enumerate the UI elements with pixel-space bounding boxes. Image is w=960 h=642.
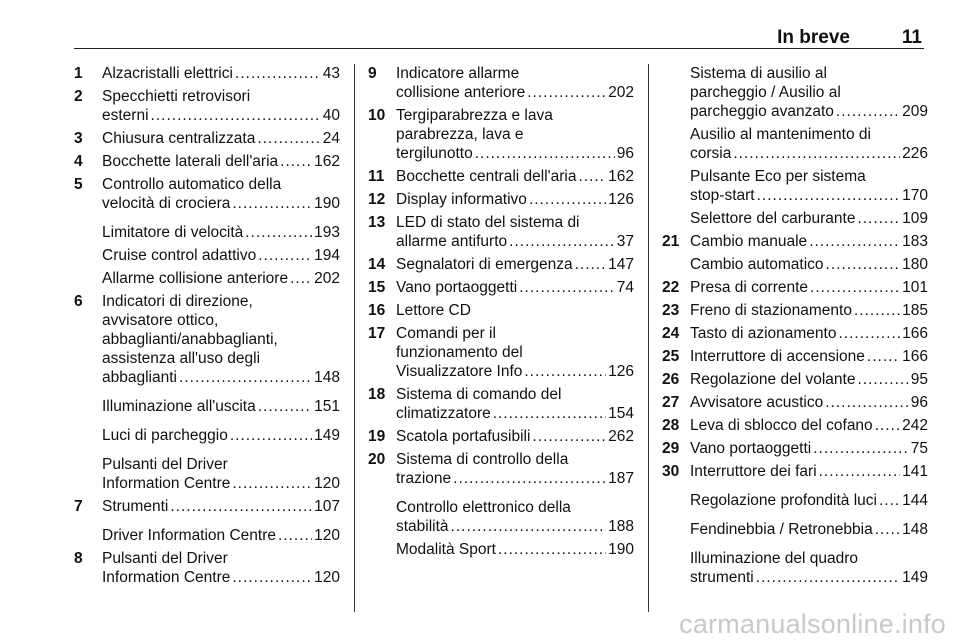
entry-number: 11 [368, 168, 385, 185]
entry-text-line: Information Centre [102, 569, 231, 586]
dot-leader [826, 255, 901, 274]
entry-text-line: Bocchette centrali dell'aria [396, 168, 577, 185]
index-entry [662, 439, 928, 458]
index-entry [74, 455, 340, 493]
index-entry [662, 416, 928, 435]
entry-number [662, 64, 690, 121]
entry-text-line: Cambio automatico [690, 256, 824, 273]
entry-page-number: 147 [608, 256, 634, 273]
entry-page-number: 43 [322, 65, 340, 82]
entry-text-line: Segnalatori di emergenza [396, 256, 573, 273]
index-entry [662, 301, 928, 320]
entry-number [74, 246, 102, 265]
entry-text-line: funzionamento del [396, 344, 523, 361]
entry-number: 9 [368, 65, 377, 82]
entry-number [368, 540, 396, 559]
entry-number: 5 [74, 176, 83, 193]
entry-number: 4 [74, 153, 83, 170]
entry-number: 27 [662, 394, 680, 411]
column-divider [648, 64, 649, 612]
entry-text-line: abbaglianti/anabbaglianti, [102, 331, 278, 348]
entry-text-line: Pulsanti del Driver [102, 456, 228, 473]
index-entry [74, 497, 340, 516]
entry-text-line: Comandi per il [396, 325, 496, 342]
entry-text-line: allarme antifurto [396, 233, 508, 250]
entry-number: 28 [662, 417, 680, 434]
dot-leader [825, 393, 909, 412]
entry-text-line: Freno di stazionamento [690, 302, 852, 319]
entry-number: 26 [662, 371, 680, 388]
dot-leader [493, 404, 606, 423]
entry-text-line: Sistema di comando del [396, 386, 562, 403]
entry-number: 23 [662, 302, 680, 319]
entry-text-line: Selettore del carburante [690, 210, 856, 227]
entry-number: 22 [662, 279, 680, 296]
entry-text-line: Ausilio al mantenimento di [690, 126, 871, 143]
entry-page-number: 154 [608, 405, 634, 422]
entry-text-line: stop-start [690, 187, 755, 204]
entry-page-number: 148 [314, 369, 340, 386]
index-entry [368, 540, 634, 559]
entry-text-line: Illuminazione all'uscita [102, 398, 256, 415]
entry-number: 6 [74, 293, 83, 310]
entry-text-line: Sistema di ausilio al [690, 65, 827, 82]
index-entry [368, 255, 634, 274]
index-entry [662, 491, 928, 510]
entry-number [662, 549, 690, 587]
index-entry [74, 426, 340, 445]
entry-page-number: 151 [314, 398, 340, 415]
index-entry [662, 125, 928, 163]
entry-page-number: 170 [902, 187, 928, 204]
entry-page-number: 166 [902, 348, 928, 365]
dot-leader [819, 462, 900, 481]
entry-number [74, 526, 102, 545]
entry-page-number: 162 [314, 153, 340, 170]
index-entry [74, 152, 340, 171]
entry-number [662, 255, 690, 274]
entry-page-number: 75 [910, 440, 928, 457]
dot-leader [524, 362, 606, 381]
index-entry [662, 255, 928, 274]
dot-leader [733, 144, 900, 163]
entry-number: 1 [74, 65, 83, 82]
entry-text-line: Tergiparabrezza e lava [396, 107, 553, 124]
entry-page-number: 185 [902, 302, 928, 319]
column-divider [354, 64, 355, 612]
entry-page-number: 202 [314, 270, 340, 287]
entry-number [662, 209, 690, 228]
entry-page-number: 187 [608, 470, 634, 487]
dot-leader [810, 278, 900, 297]
entry-number: 18 [368, 386, 386, 403]
entry-text-line: collisione anteriore [396, 84, 526, 101]
entry-page-number: 74 [616, 279, 634, 296]
index-entry [74, 223, 340, 242]
dot-leader [453, 469, 606, 488]
entry-text-line: Controllo automatico della [102, 176, 282, 193]
entry-number: 12 [368, 191, 386, 208]
entry-text-line: Lettore CD [396, 302, 471, 319]
index-entry [662, 520, 928, 539]
entry-text-line: Luci di parcheggio [102, 427, 228, 444]
entry-text-line: Leva di sblocco del cofano [690, 417, 873, 434]
entry-page-number: 190 [608, 541, 634, 558]
dot-leader [529, 190, 606, 209]
entry-text-line: velocità di crociera [102, 195, 231, 212]
entry-text-line: Modalità Sport [396, 541, 496, 558]
dot-leader [756, 568, 900, 587]
dot-leader [867, 347, 900, 366]
entry-number: 16 [368, 302, 386, 319]
dot-leader [854, 301, 900, 320]
index-entry [662, 462, 928, 481]
entry-number [662, 167, 690, 205]
entry-text-line: Specchietti retrovisori [102, 88, 251, 105]
entry-page-number: 193 [314, 224, 340, 241]
entry-text-line: strumenti [690, 569, 754, 586]
entry-page-number: 40 [322, 107, 340, 124]
dot-leader [258, 246, 312, 265]
entry-text-line: Presa di corrente [690, 279, 809, 296]
dot-leader [278, 526, 312, 545]
entry-text-line: parcheggio avanzato [690, 103, 834, 120]
entry-number: 2 [74, 88, 83, 105]
dot-leader [232, 474, 312, 493]
entry-text-line: esterni [102, 107, 149, 124]
index-entry [368, 498, 634, 536]
index-entry [662, 347, 928, 366]
entry-text-line: Cruise control adattivo [102, 247, 257, 264]
dot-leader [475, 144, 615, 163]
entry-number [662, 491, 690, 510]
entry-text-line: Interruttore dei fari [690, 463, 817, 480]
dot-leader [245, 223, 312, 242]
entry-number: 14 [368, 256, 386, 273]
dot-leader [290, 269, 312, 288]
dot-leader [170, 497, 312, 516]
dot-leader [527, 83, 606, 102]
index-entry [662, 232, 928, 251]
entry-page-number: 141 [902, 463, 928, 480]
dot-leader [498, 540, 606, 559]
index-entry [74, 269, 340, 288]
entry-number [74, 269, 102, 288]
dot-leader [230, 426, 312, 445]
entry-text-line: Indicatore allarme [396, 65, 520, 82]
index-entry [662, 324, 928, 343]
entry-text-line: Pulsanti del Driver [102, 550, 228, 567]
entry-text-line: Regolazione del volante [690, 371, 856, 388]
entry-text-line: Chiusura centralizzata [102, 130, 256, 147]
entry-text-line: Regolazione profondità luci [690, 492, 877, 509]
entry-number [662, 520, 690, 539]
entry-text-line: Driver Information Centre [102, 527, 277, 544]
dot-leader [875, 520, 900, 539]
entry-text-line: avvisatore ottico, [102, 312, 219, 329]
page-header [74, 18, 924, 49]
entry-page-number: 109 [902, 210, 928, 227]
dot-leader [809, 232, 900, 251]
index-entry [368, 278, 634, 297]
entry-page-number: 126 [608, 191, 634, 208]
index-entry [368, 106, 634, 163]
dot-leader [879, 491, 900, 510]
entry-text-line: Alzacristalli elettrici [102, 65, 233, 82]
page-number: 11 [901, 27, 922, 48]
entry-number: 21 [662, 233, 680, 250]
entry-text-line: Interruttore di accensione [690, 348, 865, 365]
entry-text-line: Controllo elettronico della [396, 499, 571, 516]
dot-leader [575, 255, 606, 274]
entry-page-number: 24 [322, 130, 340, 147]
entry-text-line: Allarme collisione anteriore [102, 270, 289, 287]
entry-text-line: Limitatore di velocità [102, 224, 244, 241]
entry-text-line: tergilunotto [396, 145, 473, 162]
entry-text-line: stabilità [396, 518, 449, 535]
index-entry [74, 87, 340, 125]
entry-number [74, 223, 102, 242]
dot-leader [757, 186, 901, 205]
entry-text-line: Scatola portafusibili [396, 428, 531, 445]
entry-text-line: climatizzatore [396, 405, 491, 422]
index-entry [368, 167, 634, 186]
entry-page-number: 149 [314, 427, 340, 444]
entry-number [662, 125, 690, 163]
entry-text-line: parcheggio / Ausilio al [690, 84, 841, 101]
entry-page-number: 148 [902, 521, 928, 538]
entry-text-line: Pulsante Eco per sistema [690, 168, 866, 185]
entry-page-number: 96 [616, 145, 634, 162]
index-entry [662, 278, 928, 297]
entry-page-number: 37 [616, 233, 634, 250]
index-entry [368, 450, 634, 488]
entry-page-number: 126 [608, 363, 634, 380]
dot-leader [509, 232, 615, 251]
dot-leader [258, 397, 312, 416]
entry-page-number: 120 [314, 569, 340, 586]
entry-text-line: Cambio manuale [690, 233, 808, 250]
entry-text-line: corsia [690, 145, 732, 162]
entry-text-line: Fendinebbia / Retronebbia [690, 521, 873, 538]
entry-number: 17 [368, 325, 386, 342]
entry-text-line: Vano portaoggetti [690, 440, 812, 457]
dot-leader [151, 106, 321, 125]
entry-text-line: Vano portaoggetti [396, 279, 518, 296]
entry-page-number: 101 [902, 279, 928, 296]
index-entry [368, 301, 634, 320]
entry-page-number: 226 [902, 145, 928, 162]
index-entry [368, 385, 634, 423]
entry-number: 7 [74, 498, 83, 515]
dot-leader [813, 439, 909, 458]
entry-page-number: 162 [608, 168, 634, 185]
entry-text-line: Tasto di azionamento [690, 325, 837, 342]
dot-leader [578, 167, 606, 186]
entry-number: 13 [368, 214, 386, 231]
entry-page-number: 262 [608, 428, 634, 445]
entry-page-number: 202 [608, 84, 634, 101]
index-entry [368, 427, 634, 446]
index-entry [74, 292, 340, 387]
entry-number: 20 [368, 451, 386, 468]
dot-leader [519, 278, 615, 297]
entry-number: 15 [368, 279, 386, 296]
entry-text-line: Sistema di controllo della [396, 451, 569, 468]
dot-leader [857, 209, 900, 228]
entry-page-number: 166 [902, 325, 928, 342]
dot-leader [875, 416, 900, 435]
entry-text-line: assistenza all'uso degli [102, 350, 261, 367]
index-entry [662, 64, 928, 121]
entry-number: 25 [662, 348, 680, 365]
dot-leader [257, 129, 320, 148]
index-entry [74, 129, 340, 148]
entry-text-line: Illuminazione del quadro [690, 550, 859, 567]
entry-page-number: 120 [314, 475, 340, 492]
index-entry [368, 64, 634, 102]
dot-leader [232, 194, 312, 213]
dot-leader [836, 102, 900, 121]
index-column-2 [368, 64, 634, 559]
index-entry [662, 167, 928, 205]
index-entry [662, 549, 928, 587]
index-entry [74, 246, 340, 265]
index-entry [368, 190, 634, 209]
dot-leader [857, 370, 908, 389]
entry-page-number: 183 [902, 233, 928, 250]
index-entry [74, 397, 340, 416]
entry-text-line: Indicatori di direzione, [102, 293, 253, 310]
index-entry [662, 370, 928, 389]
entry-text-line: Bocchette laterali dell'aria [102, 153, 279, 170]
index-entry [74, 526, 340, 545]
dot-leader [232, 568, 312, 587]
entry-page-number: 149 [902, 569, 928, 586]
index-entry [74, 64, 340, 83]
entry-page-number: 188 [608, 518, 634, 535]
dot-leader [235, 64, 321, 83]
index-entry [662, 209, 928, 228]
dot-leader [451, 517, 607, 536]
entry-number: 8 [74, 550, 83, 567]
index-entry [368, 324, 634, 381]
dot-leader [838, 324, 900, 343]
watermark: carmanualsonline.info [679, 609, 946, 639]
entry-page-number: 180 [902, 256, 928, 273]
index-column-3 [662, 64, 928, 587]
entry-text-line: Display informativo [396, 191, 527, 208]
index-entry [74, 175, 340, 213]
entry-text-line: Avvisatore acustico [690, 394, 824, 411]
entry-page-number: 120 [314, 527, 340, 544]
entry-text-line: LED di stato del sistema di [396, 214, 580, 231]
index-column-1 [74, 64, 340, 587]
entry-number [74, 455, 102, 493]
dot-leader [532, 427, 606, 446]
entry-page-number: 107 [314, 498, 340, 515]
dot-leader [179, 368, 312, 387]
entry-page-number: 209 [902, 103, 928, 120]
entry-number: 19 [368, 428, 386, 445]
entry-text-line: trazione [396, 470, 452, 487]
entry-text-line: Information Centre [102, 475, 231, 492]
entry-number: 3 [74, 130, 83, 147]
entry-page-number: 194 [314, 247, 340, 264]
entry-number [368, 498, 396, 536]
index-entry [368, 213, 634, 251]
entry-text-line: Visualizzatore Info [396, 363, 523, 380]
entry-number: 30 [662, 463, 680, 480]
entry-text-line: Strumenti [102, 498, 169, 515]
entry-page-number: 242 [902, 417, 928, 434]
entry-page-number: 190 [314, 195, 340, 212]
entry-page-number: 144 [902, 492, 928, 509]
entry-text-line: parabrezza, lava e [396, 126, 524, 143]
index-entry [662, 393, 928, 412]
page-title: In breve [777, 27, 850, 48]
entry-page-number: 96 [910, 394, 928, 411]
entry-text-line: abbaglianti [102, 369, 177, 386]
entry-number: 10 [368, 107, 386, 124]
entry-number: 29 [662, 440, 680, 457]
entry-number [74, 426, 102, 445]
index-entry [74, 549, 340, 587]
entry-number: 24 [662, 325, 680, 342]
dot-leader [280, 152, 312, 171]
entry-page-number: 95 [910, 371, 928, 388]
entry-number [74, 397, 102, 416]
